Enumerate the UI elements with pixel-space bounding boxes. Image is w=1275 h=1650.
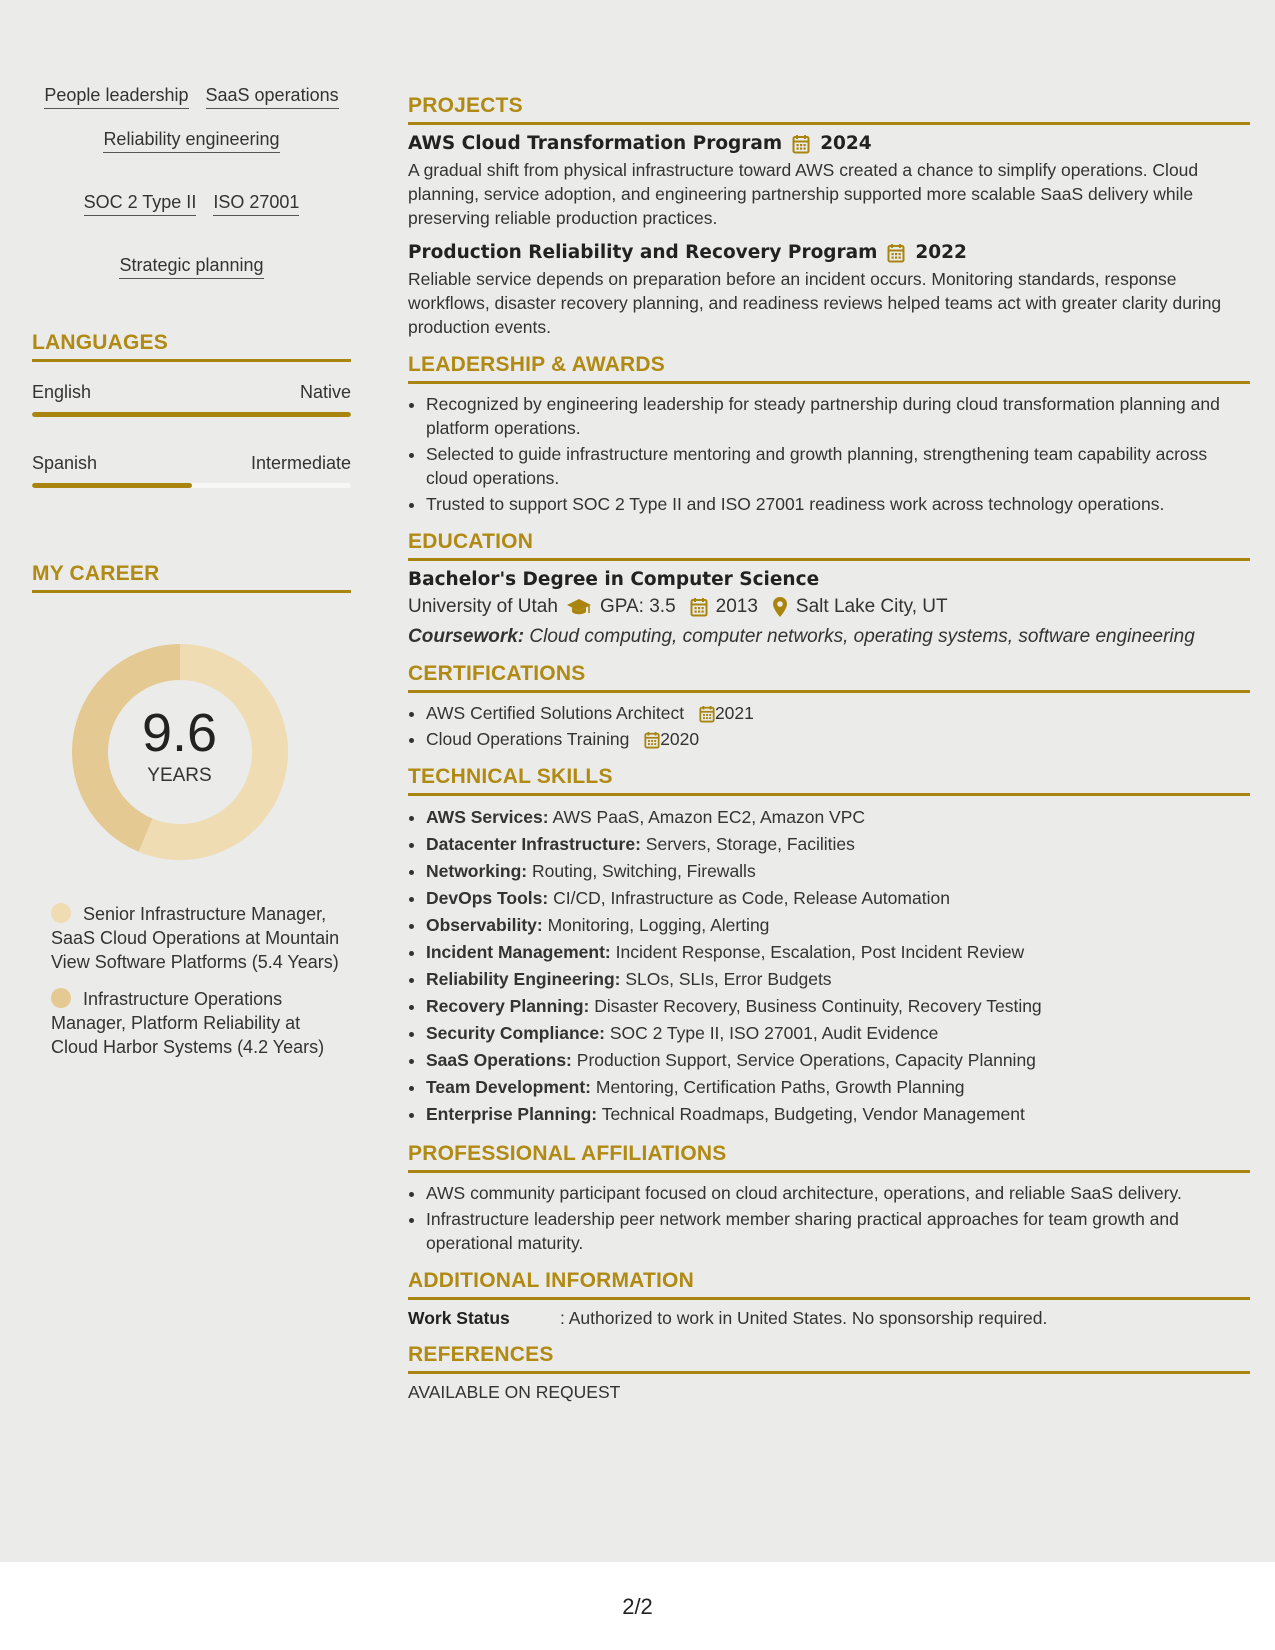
additional-info-heading: ADDITIONAL INFORMATION: [408, 1269, 1250, 1300]
education-details: [408, 596, 1250, 618]
project-title: [408, 242, 1250, 263]
language-spanish: [32, 453, 351, 488]
language-bar-fill: [32, 483, 192, 488]
project-description: A gradual shift from physical infrastructure toward AWS created a chance to simplify operations. Cloud planning, service adoption, and engineering partnership supported more scalable SaaS delivery while preserving reliable production practices.: [408, 160, 1199, 228]
tag: Strategic planning: [119, 254, 263, 279]
skill-label: Security Compliance:: [426, 1023, 605, 1043]
school: University of Utah: [408, 596, 558, 617]
language-bar: [32, 483, 351, 488]
work-status-value: : Authorized to work in United States. No sponsorship required.: [560, 1308, 1048, 1328]
skill-item: [426, 1074, 1250, 1101]
references-heading: REFERENCES: [408, 1343, 1250, 1374]
left-column: [32, 84, 351, 1072]
career-years-unit: YEARS: [147, 765, 212, 786]
skill-label: AWS Services:: [426, 807, 549, 827]
tag: People leadership: [44, 84, 188, 109]
skill-value: Monitoring, Logging, Alerting: [547, 915, 770, 935]
list-item: [426, 727, 1250, 751]
page-number: 2/2: [622, 1594, 653, 1619]
career-item-label: Senior Infrastructure Manager, SaaS Cloud Operations at Mountain View Software Platforms (5.4 Years): [51, 904, 340, 972]
education-heading: EDUCATION: [408, 530, 1250, 561]
degree: Bachelor's Degree in Computer Science: [408, 569, 820, 590]
skill-label: Recovery Planning:: [426, 996, 590, 1016]
affiliations-section: [408, 1142, 1250, 1255]
strength-tags: [32, 84, 351, 279]
skill-value: CI/CD, Infrastructure as Code, Release Automation: [553, 888, 950, 908]
skill-label: Enterprise Planning:: [426, 1104, 598, 1124]
skill-label: SaaS Operations:: [426, 1050, 572, 1070]
calendar-icon: [887, 243, 905, 263]
calendar-icon: [644, 731, 660, 749]
technical-skills-section: [408, 765, 1250, 1128]
language-name: Spanish: [32, 453, 98, 473]
career-total-years: 9.6: [141, 703, 218, 763]
skill-label: Datacenter Infrastructure:: [426, 834, 641, 854]
certifications-section: [408, 662, 1250, 751]
tag: SaaS operations: [206, 84, 339, 109]
work-status-label: Work Status: [408, 1308, 510, 1328]
graduation-year: 2013: [715, 596, 758, 617]
skill-item: [426, 1020, 1250, 1047]
project-year: 2022: [915, 242, 967, 263]
cert-name: Cloud Operations Training: [426, 729, 630, 749]
career-item: [51, 902, 351, 974]
cert-year: 2021: [714, 703, 754, 723]
career-item-label: Infrastructure Operations Manager, Platform Reliability at Cloud Harbor Systems (4.2 Years): [51, 989, 325, 1057]
project-description: Reliable service depends on preparation before an incident occurs. Monitoring standards, response workflows, disaster recovery planning, and readiness reviews helped teams act with greater clarity during production events.: [408, 269, 1222, 337]
skill-label: Networking:: [426, 861, 528, 881]
calendar-icon: [792, 134, 810, 154]
tag: ISO 27001: [213, 191, 299, 216]
skill-item: [426, 912, 1250, 939]
projects-heading: PROJECTS: [408, 94, 1250, 125]
coursework: [408, 626, 1250, 648]
list-item: • AWS community participant focused on cloud architecture, operations, and reliable SaaS delivery.: [426, 1181, 1250, 1205]
tag: Reliability engineering: [103, 128, 279, 153]
skill-value: Technical Roadmaps, Budgeting, Vendor Management: [601, 1104, 1025, 1124]
language-level: Native: [299, 382, 351, 402]
gpa: GPA: 3.5: [599, 596, 676, 617]
leadership-section: [408, 353, 1250, 516]
career-legend: [32, 902, 351, 1059]
skill-value: Mentoring, Certification Paths, Growth Planning: [595, 1077, 965, 1097]
skills-list: [408, 804, 1250, 1128]
legend-dot: [51, 988, 71, 1008]
language-name: English: [32, 382, 92, 402]
affiliations-list: [408, 1181, 1250, 1255]
calendar-icon: [699, 705, 715, 723]
leadership-list: [408, 392, 1250, 516]
work-status: [408, 1308, 1250, 1329]
skill-label: Observability:: [426, 915, 543, 935]
skill-value: SLOs, SLIs, Error Budgets: [625, 969, 832, 989]
skill-item: [426, 858, 1250, 885]
leadership-heading: LEADERSHIP & AWARDS: [408, 353, 1250, 384]
skill-item: [426, 966, 1250, 993]
career-donut-chart: [65, 637, 295, 867]
certifications-heading: CERTIFICATIONS: [408, 662, 1250, 693]
affiliations-heading: PROFESSIONAL AFFILIATIONS: [408, 1142, 1250, 1173]
list-item: • Trusted to support SOC 2 Type II and ISO 27001 readiness work across technology operations.: [426, 492, 1250, 516]
skill-item: [426, 804, 1250, 831]
project-name: Production Reliability and Recovery Program: [408, 242, 878, 263]
technical-skills-heading: TECHNICAL SKILLS: [408, 765, 1250, 796]
location: Salt Lake City, UT: [795, 596, 948, 617]
list-item: [426, 701, 1250, 725]
location-pin-icon: [772, 596, 788, 618]
list-item: • Infrastructure leadership peer network member sharing practical approaches for team growth and operational maturity.: [426, 1207, 1250, 1255]
skill-item: [426, 831, 1250, 858]
career-item: [51, 987, 351, 1059]
right-column: [408, 94, 1250, 1417]
skill-label: Incident Management:: [426, 942, 611, 962]
cert-year: 2020: [660, 729, 700, 749]
references-section: [408, 1343, 1250, 1403]
language-bar-fill: [32, 412, 351, 417]
skill-value: Production Support, Service Operations, Capacity Planning: [576, 1050, 1036, 1070]
coursework-value: Cloud computing, computer networks, operating systems, software engineering: [529, 626, 1195, 647]
certifications-list: [408, 701, 1250, 751]
skill-value: SOC 2 Type II, ISO 27001, Audit Evidence: [609, 1023, 939, 1043]
references-value: AVAILABLE ON REQUEST: [408, 1382, 621, 1402]
project-name: AWS Cloud Transformation Program: [408, 133, 783, 154]
cert-name: AWS Certified Solutions Architect: [426, 703, 685, 723]
legend-dot: [51, 903, 71, 923]
skill-value: Routing, Switching, Firewalls: [532, 861, 756, 881]
skill-item: [426, 993, 1250, 1020]
list-item: • Recognized by engineering leadership for steady partnership during cloud transformation planning and platform operations.: [426, 392, 1250, 440]
language-english: [32, 382, 351, 417]
skill-value: Incident Response, Escalation, Post Incident Review: [615, 942, 1025, 962]
calendar-icon: [690, 597, 708, 617]
skill-value: Disaster Recovery, Business Continuity, Recovery Testing: [594, 996, 1042, 1016]
additional-info-section: [408, 1269, 1250, 1329]
project-year: 2024: [820, 133, 872, 154]
skill-label: Reliability Engineering:: [426, 969, 621, 989]
graduation-cap-icon: [566, 597, 592, 617]
language-bar: [32, 412, 351, 417]
career-heading: MY CAREER: [32, 562, 351, 593]
tag: SOC 2 Type II: [84, 191, 197, 216]
skill-item: [426, 939, 1250, 966]
skill-label: DevOps Tools:: [426, 888, 549, 908]
project-title: [408, 133, 1250, 154]
skill-item: [426, 1101, 1250, 1128]
projects-section: [408, 94, 1250, 339]
languages-heading: LANGUAGES: [32, 331, 351, 362]
skill-item: [426, 1047, 1250, 1074]
education-section: [408, 530, 1250, 648]
coursework-label: Coursework:: [408, 626, 525, 647]
skill-label: Team Development:: [426, 1077, 591, 1097]
skill-item: [426, 885, 1250, 912]
language-level: Intermediate: [250, 453, 351, 473]
skill-value: AWS PaaS, Amazon EC2, Amazon VPC: [552, 807, 866, 827]
list-item: • Selected to guide infrastructure mentoring and growth planning, strengthening team capability across cloud operations.: [426, 442, 1250, 490]
skill-value: Servers, Storage, Facilities: [645, 834, 855, 854]
